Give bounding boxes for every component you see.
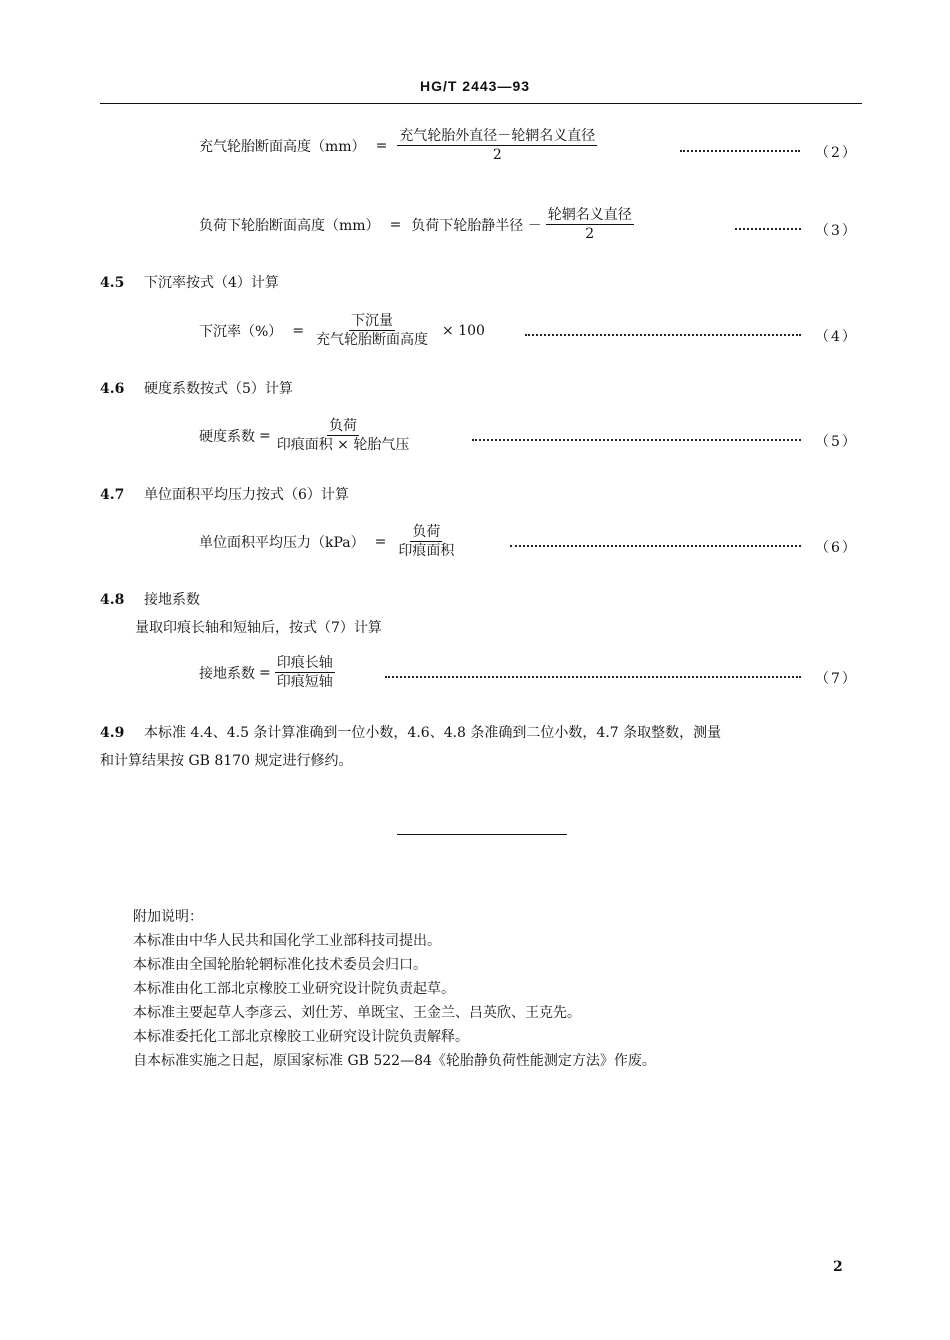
- formula-5-numerator: 负荷: [329, 418, 358, 434]
- formula-3-lhs: 负荷下轮胎断面高度（mm）: [199, 217, 380, 234]
- section-4-5-number: 4.5: [100, 275, 125, 291]
- formula-4-number: （4）: [815, 329, 858, 345]
- formula-2-eq: =: [375, 137, 388, 154]
- section-4-9-line-2: 和计算结果按 GB 8170 规定进行修约。: [100, 753, 353, 769]
- formula-7-eq: =: [259, 664, 271, 681]
- formula-6-eq: =: [374, 533, 387, 550]
- formula-6-lhs: 单位面积平均压力（kPa）: [199, 534, 365, 551]
- formula-7-denominator: 印痕短轴: [276, 674, 333, 690]
- formula-3-numerator: 轮辋名义直径: [547, 207, 632, 223]
- formula-4-numerator: 下沉量: [351, 313, 394, 329]
- section-4-8-subtext: 量取印痕长轴和短轴后，按式（7）计算: [135, 620, 382, 636]
- notes-title: 附加说明：: [133, 909, 203, 925]
- formula-7-fraction: [275, 654, 335, 691]
- formula-4-lhs: 下沉率（%）: [199, 323, 283, 340]
- formula-5-number: （5）: [815, 434, 858, 450]
- formula-3-leader: [735, 228, 801, 230]
- header-rule: [100, 103, 862, 104]
- section-4-8-number: 4.8: [100, 592, 125, 608]
- section-4-7-text: 单位面积平均压力按式（6）计算: [144, 487, 349, 503]
- formula-6-denominator: 印痕面积: [398, 543, 455, 559]
- formula-7-leader: [385, 676, 801, 678]
- formula-4-denominator: 充气轮胎断面高度: [316, 332, 429, 348]
- formula-2-lhs: 充气轮胎断面高度（mm）: [199, 138, 366, 155]
- formula-3-prefix: 负荷下轮胎静半径 －: [411, 217, 542, 234]
- formula-6-number: （6）: [815, 540, 858, 556]
- formula-7: [199, 654, 335, 691]
- section-4-6: [100, 378, 293, 398]
- formula-2-numerator: 充气轮胎外直径－轮辋名义直径: [399, 128, 596, 144]
- formula-5: [199, 417, 411, 454]
- formula-2-number: （2）: [815, 145, 858, 161]
- formula-5-lhs: 硬度系数: [199, 428, 255, 445]
- formula-6-numerator: 负荷: [412, 524, 441, 540]
- section-4-6-number: 4.6: [100, 381, 125, 397]
- formula-2-denominator: 2: [492, 147, 502, 163]
- notes-line: 本标准委托化工部北京橡胶工业研究设计院负责解释。: [133, 1029, 469, 1045]
- formula-3-eq: =: [389, 216, 402, 233]
- section-4-8-text: 接地系数: [144, 592, 200, 608]
- section-4-6-text: 硬度系数按式（5）计算: [144, 381, 293, 397]
- section-4-5: [100, 272, 279, 292]
- formula-7-numerator: 印痕长轴: [276, 655, 333, 671]
- formula-2-fraction: [397, 127, 597, 164]
- formula-4-suffix: × 100: [442, 322, 485, 339]
- document-header: HG/T 2443—93: [419, 78, 531, 94]
- section-4-8: [100, 589, 200, 609]
- formula-5-leader: [472, 439, 801, 441]
- formula-7-lhs: 接地系数: [199, 665, 255, 682]
- section-4-5-text: 下沉率按式（4）计算: [144, 275, 279, 291]
- notes-line: 本标准主要起草人李彦云、刘仕芳、单既宝、王金兰、吕英欣、王克先。: [133, 1005, 581, 1021]
- section-4-9-line-1: 本标准 4.4、4.5 条计算准确到一位小数，4.6、4.8 条准确到二位小数，4.7 条取整数，测量: [144, 725, 722, 741]
- formula-6: [199, 523, 456, 560]
- formula-6-leader: [510, 545, 801, 547]
- section-4-7: [100, 484, 349, 504]
- formula-5-fraction: [275, 417, 412, 454]
- formula-5-eq: =: [259, 427, 271, 444]
- notes-line: 自本标准实施之日起，原国家标准 GB 522—84《轮胎静负荷性能测定方法》作废。: [133, 1053, 656, 1069]
- formula-4-leader: [525, 334, 801, 336]
- notes-line: 本标准由中华人民共和国化学工业部科技司提出。: [133, 933, 441, 949]
- formula-4-fraction: [314, 312, 430, 349]
- section-4-7-number: 4.7: [100, 487, 125, 503]
- formula-7-number: （7）: [815, 671, 858, 687]
- formula-3-fraction: [546, 206, 634, 243]
- formula-2: [199, 127, 597, 164]
- formula-5-denominator: 印痕面积 × 轮胎气压: [276, 437, 410, 453]
- formula-4: [199, 312, 485, 349]
- formula-4-eq: =: [292, 322, 305, 339]
- page-number: 2: [833, 1259, 843, 1275]
- notes-line: 本标准由化工部北京橡胶工业研究设计院负责起草。: [133, 981, 455, 997]
- end-rule: [397, 834, 567, 835]
- formula-6-fraction: [396, 523, 456, 560]
- section-4-9-number: 4.9: [100, 725, 125, 741]
- formula-2-leader: [680, 150, 800, 152]
- formula-3: [199, 206, 634, 243]
- additional-notes: [133, 905, 656, 1073]
- formula-3-denominator: 2: [585, 226, 595, 242]
- formula-3-number: （3）: [815, 223, 858, 239]
- section-4-9: [100, 719, 865, 775]
- notes-line: 本标准由全国轮胎轮辋标准化技术委员会归口。: [133, 957, 427, 973]
